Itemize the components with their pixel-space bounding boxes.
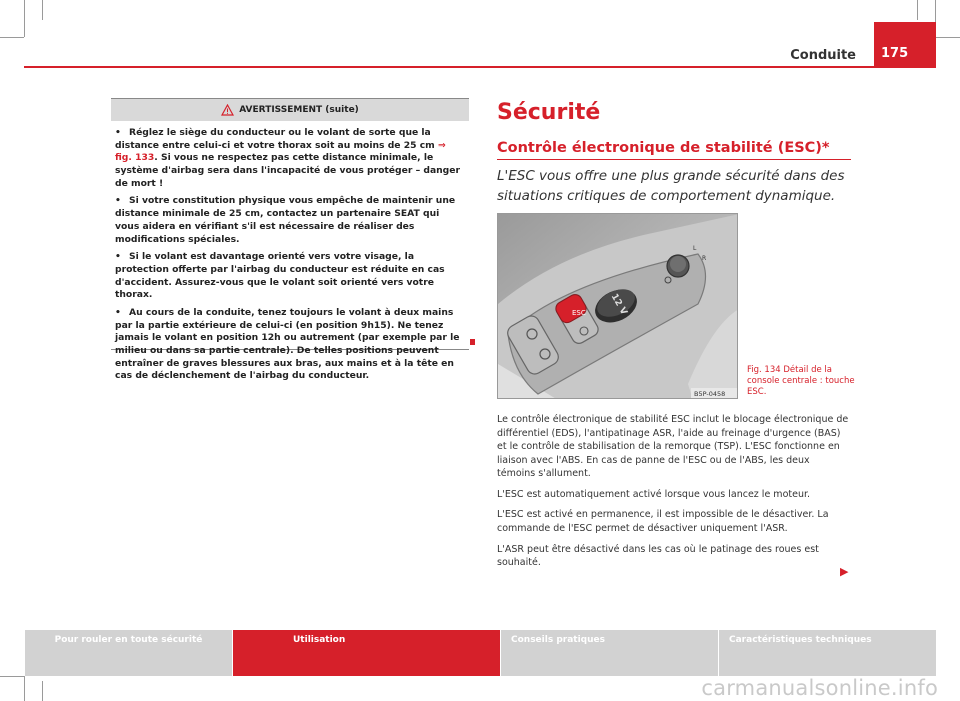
bullet: • bbox=[115, 127, 121, 138]
warning-header bbox=[111, 99, 469, 121]
paragraph: L'ESC est activé en permanence, il est impossible de le désactiver. La commande de l'ESC permet de désactiver uniquement l'ASR. bbox=[497, 509, 829, 535]
svg-text:L: L bbox=[693, 245, 697, 252]
warning-triangle-icon bbox=[221, 104, 234, 116]
crop-mark bbox=[42, 0, 43, 20]
watermark: carmanualsonline.info bbox=[701, 676, 938, 700]
section-end-marker bbox=[470, 339, 475, 345]
continue-arrow-icon: ▶ bbox=[840, 565, 849, 578]
crop-mark bbox=[0, 37, 24, 38]
footer-nav bbox=[25, 630, 936, 676]
body-text bbox=[497, 413, 849, 577]
lead-paragraph: L'ESC vous offre une plus grande sécurité dans des situations critiques de comportement dynamique. bbox=[497, 168, 845, 204]
tab-operation[interactable]: Utilisation bbox=[233, 630, 500, 676]
crop-mark bbox=[0, 676, 24, 677]
crop-mark bbox=[936, 37, 960, 38]
tab-technical-specs[interactable]: Caractéristiques techniques bbox=[719, 630, 936, 676]
tab-safety[interactable]: Pour rouler en toute sécurité bbox=[25, 630, 232, 676]
esc-button-figure bbox=[497, 213, 738, 399]
esc-button-icon: ESC bbox=[572, 309, 586, 317]
crop-mark bbox=[24, 0, 25, 37]
page-number: 175 bbox=[874, 22, 936, 66]
bullet: • bbox=[115, 195, 121, 207]
warning-body bbox=[111, 121, 469, 383]
warning-title: AVERTISSEMENT (suite) bbox=[239, 105, 359, 115]
paragraph: L'ESC est automatiquement activé lorsque vous lancez le moteur. bbox=[497, 488, 811, 500]
warning-item: • Si votre constitution physique vous empêche de maintenir une distance minimale de 25 cm, contactez un partenaire SEAT qui vous aidera en vérifiant s'il est nécessaire de réaliser des modifications spéciales. bbox=[115, 195, 456, 245]
crop-mark bbox=[42, 681, 43, 701]
warning-box bbox=[111, 98, 469, 382]
bullet: • bbox=[115, 306, 121, 318]
figure-reference-link[interactable]: ⇒ fig. 133 bbox=[115, 139, 446, 164]
bullet: • bbox=[115, 251, 121, 263]
subsection-title: Contrôle électronique de stabilité (ESC)* bbox=[497, 140, 830, 156]
console-illustration bbox=[498, 214, 738, 399]
crop-mark bbox=[917, 0, 918, 20]
header-rule bbox=[24, 66, 936, 68]
paragraph: L'ASR peut être désactivé dans les cas où le patinage des roues est souhaité. bbox=[497, 543, 819, 569]
running-header: Conduite bbox=[790, 48, 856, 63]
warning-item: • Si le volant est davantage orienté vers votre visage, la protection offerte par l'airbag du conducteur est réduite en cas d'accident. Assurez-vous que le volant soit orienté vers votre thorax. bbox=[115, 251, 445, 301]
warning-item: • Réglez le siège du conducteur ou le volant de sorte que la distance entre celui-ci et votre thorax soit au moins de 25 cm ⇒ fig. 133. Si vous ne respectez pas cette distance minimale, le système d'airbag sera dans l'incapacité de vous protéger – danger de mort ! bbox=[115, 127, 461, 189]
paragraph: Le contrôle électronique de stabilité ESC inclut le blocage électronique de différentiel (EDS), l'antipatinage ASR, l'aide au freinage d'urgence (BAS) et le contrôle de stabilisation de la remorque (TSP). L'ESC fonctionne en liaison avec l'ABS. En cas de panne de l'ESC ou de l'ABS, les deux témoins s'allument. bbox=[497, 414, 849, 480]
crop-mark bbox=[24, 676, 25, 701]
svg-text:R: R bbox=[702, 255, 707, 262]
figure-code: B5P-0458 bbox=[694, 390, 726, 398]
socket-label: 12 V bbox=[608, 292, 629, 317]
section-title: Sécurité bbox=[497, 100, 601, 125]
figure-caption: Fig. 134 Détail de la console centrale : touche ESC. bbox=[747, 365, 855, 398]
subsection-rule bbox=[497, 159, 851, 160]
warning-item: • Au cours de la conduite, tenez toujours le volant à deux mains par la partie extérieure de celui-ci (en position 9h15). Ne tenez jamais le volant en position 12h ou autrement (par exemple par le milieu ou dans sa partie centrale). De telles positions peuvent entraîner de graves blessures aux bras, aux mains et à la tête en cas de déclenchement de l'airbag du conducteur. bbox=[115, 306, 460, 382]
tab-practical-tips[interactable]: Conseils pratiques bbox=[501, 630, 718, 676]
